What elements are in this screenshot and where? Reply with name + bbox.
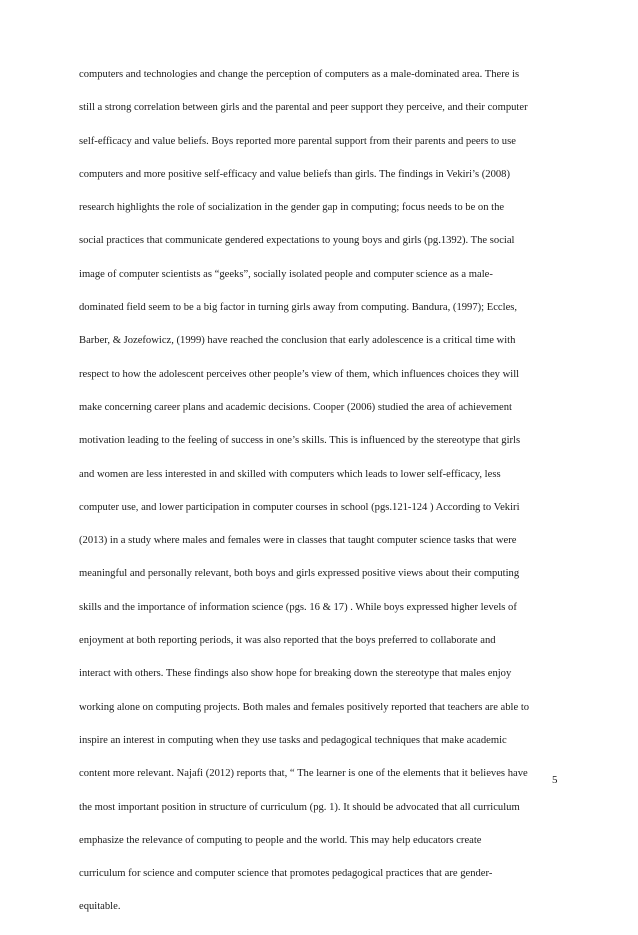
text-line: (2013) in a study where males and females were in classes that taught computer science tasks that were <box>79 535 517 547</box>
text-line: respect to how the adolescent perceives other people’s view of them, which influences choices they will <box>79 368 520 380</box>
text-line: image of computer scientists as “geeks”, socially isolated people and computer science as a male- <box>79 268 493 280</box>
text-line: the most important position in structure of curriculum (pg. 1). It should be advocated that all curriculum <box>79 801 520 813</box>
text-line: research highlights the role of socialization in the gender gap in computing; focus needs to be on the <box>79 202 505 214</box>
text-line: Barber, & Jozefowicz, (1999) have reached the conclusion that early adolescence is a critical time with <box>79 335 516 347</box>
text-line: working alone on computing projects. Both males and females positively reported that teachers are able to <box>79 701 530 713</box>
text-line: emphasize the relevance of computing to people and the world. This may help educators create <box>79 834 482 846</box>
text-line: enjoyment at both reporting periods, it was also reported that the boys preferred to collaborate and <box>79 635 496 647</box>
page-number: 5 <box>552 774 558 786</box>
text-line: computer use, and lower participation in computer courses in school (pgs.121-124 ) According to Vekiri <box>79 501 520 513</box>
text-line: motivation leading to the feeling of success in one’s skills. This is influenced by the stereotype that girls <box>79 435 521 447</box>
text-line: computers and technologies and change the perception of computers as a male-dominated area. There is <box>79 69 520 80</box>
text-line: still a strong correlation between girls and the parental and peer support they perceive, and their computer <box>79 102 528 114</box>
text-line: computers and more positive self-efficacy and value beliefs than girls. The findings in Vekiri’s (2008) <box>79 168 510 180</box>
text-line: dominated field seem to be a big factor in turning girls away from computing. Bandura, (1997); Eccles, <box>79 302 518 314</box>
text-line: interact with others. These findings also show hope for breaking down the stereotype that males enjoy <box>79 668 512 680</box>
text-line: inspire an interest in computing when they use tasks and pedagogical techniques that make academic <box>79 734 507 746</box>
text-line: content more relevant. Najafi (2012) reports that, “ The learner is one of the elements that it believes have <box>79 768 528 780</box>
text-line: social practices that communicate gendered expectations to young boys and girls (pg.1392). The social <box>79 235 515 247</box>
text-line: skills and the importance of information science (pgs. 16 & 17) . While boys expressed higher levels of <box>79 601 517 613</box>
text-line: and women are less interested in and skilled with computers which leads to lower self-efficacy, less <box>79 468 501 480</box>
body-paragraph <box>79 69 579 935</box>
text-line: meaningful and personally relevant, both boys and girls expressed positive views about their computing <box>79 568 520 580</box>
text-line: make concerning career plans and academic decisions. Cooper (2006) studied the area of achievement <box>79 401 512 413</box>
text-line: self-efficacy and value beliefs. Boys reported more parental support from their parents and peers to use <box>79 135 516 147</box>
text-line: equitable. <box>79 901 121 913</box>
text-line: curriculum for science and computer science that promotes pedagogical practices that are gender- <box>79 868 493 880</box>
